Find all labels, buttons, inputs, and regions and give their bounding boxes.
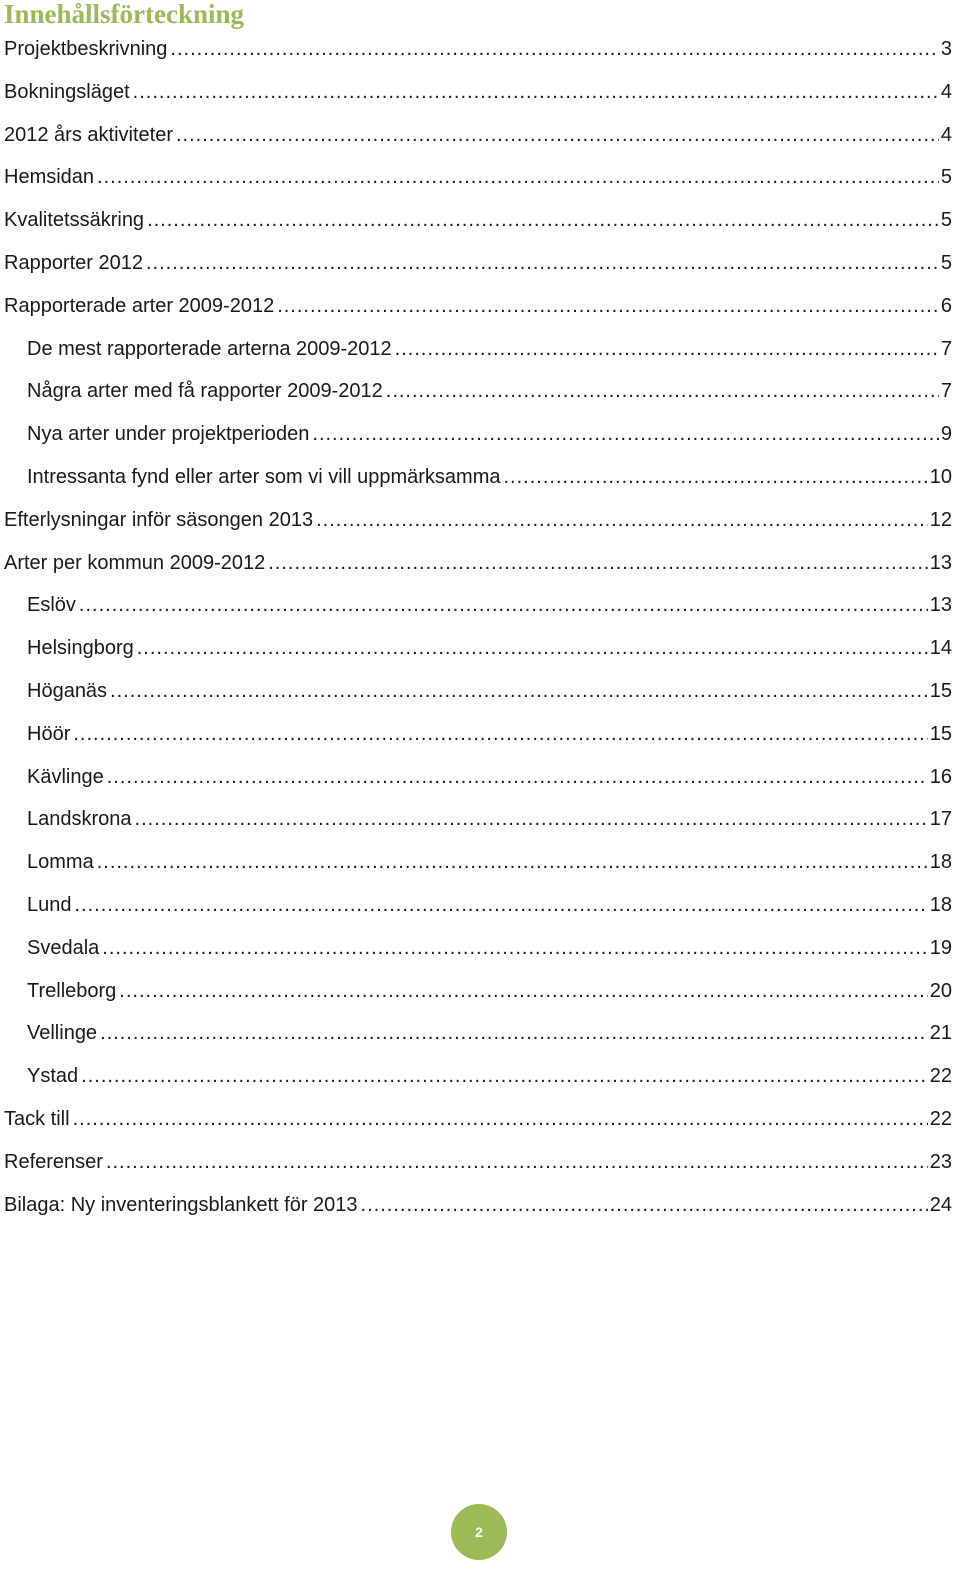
dot-leader xyxy=(316,499,928,542)
toc-entry-page: 22 xyxy=(929,1107,952,1130)
page-number-badge: 2 xyxy=(451,1504,507,1560)
toc-entry-title: Svedala xyxy=(27,936,100,959)
toc-entry-page: 13 xyxy=(929,551,952,574)
dot-leader xyxy=(75,884,928,927)
toc-entry[interactable] xyxy=(0,1055,960,1098)
toc-entry[interactable] xyxy=(0,970,960,1013)
dot-leader xyxy=(106,1141,928,1184)
toc-entry-page: 7 xyxy=(940,337,952,360)
toc-entry[interactable] xyxy=(0,670,960,713)
dot-leader xyxy=(73,713,927,756)
toc-entry-title: Bokningsläget xyxy=(4,80,130,103)
toc-entry-page: 13 xyxy=(929,594,952,617)
toc-entry[interactable] xyxy=(0,713,960,756)
toc-entry[interactable] xyxy=(0,242,960,285)
toc-entry[interactable] xyxy=(0,370,960,413)
toc-entry[interactable] xyxy=(0,71,960,114)
dot-leader xyxy=(133,71,939,114)
toc-entry[interactable] xyxy=(0,114,960,157)
toc-entry-title: Efterlysningar inför säsongen 2013 xyxy=(4,508,314,531)
toc-entry-page: 15 xyxy=(929,679,952,702)
toc-entry-title: Höganäs xyxy=(27,679,108,702)
dot-leader xyxy=(386,370,939,413)
dot-leader xyxy=(135,798,928,841)
toc-entry-title: 2012 års aktiviteter xyxy=(4,123,173,146)
dot-leader xyxy=(100,1012,928,1055)
toc-entry-title: Projektbeskrivning xyxy=(4,38,168,60)
toc-entry[interactable] xyxy=(0,199,960,242)
toc-entry-page: 19 xyxy=(929,936,952,959)
toc-entry[interactable] xyxy=(0,1184,960,1227)
dot-leader xyxy=(97,841,928,884)
toc-entry-title: Tack till xyxy=(4,1107,70,1130)
toc-entry[interactable] xyxy=(0,584,960,627)
toc-entry[interactable] xyxy=(0,927,960,970)
toc-entry-title: Landskrona xyxy=(27,808,132,831)
toc-entry-page: 4 xyxy=(940,123,952,146)
dot-leader xyxy=(504,456,928,499)
toc-entry-page: 18 xyxy=(929,851,952,874)
toc-title: Innehållsförteckning xyxy=(4,0,245,29)
toc-entry-title: Trelleborg xyxy=(27,979,117,1002)
dot-leader xyxy=(110,670,928,713)
toc-entry[interactable] xyxy=(0,413,960,456)
toc-entry-title: Vellinge xyxy=(27,1022,98,1045)
toc-entry-title: Höör xyxy=(27,722,71,745)
toc-entry-title: Bilaga: Ny inventeringsblankett för 2013 xyxy=(4,1193,358,1216)
toc-entry-title: Rapporter 2012 xyxy=(4,251,143,274)
toc-entry-title: Rapporterade arter 2009-2012 xyxy=(4,294,275,317)
dot-leader xyxy=(312,413,938,456)
dot-leader xyxy=(147,199,939,242)
dot-leader xyxy=(73,1098,928,1141)
dot-leader xyxy=(102,927,927,970)
toc-entry-title: Lund xyxy=(27,893,72,916)
dot-leader xyxy=(277,285,939,328)
toc-entry-page: 9 xyxy=(940,423,952,446)
toc-entry-page: 18 xyxy=(929,893,952,916)
toc-entry-title: Kävlinge xyxy=(27,765,104,788)
dot-leader xyxy=(268,542,928,585)
toc-entry-title: Lomma xyxy=(27,851,94,874)
toc-entry-page: 23 xyxy=(929,1150,952,1173)
toc-entry[interactable] xyxy=(0,328,960,371)
toc-entry-page: 6 xyxy=(940,294,952,317)
toc-entry-title: Helsingborg xyxy=(27,637,134,660)
toc-entry-page: 5 xyxy=(940,251,952,274)
dot-leader xyxy=(395,328,939,371)
toc-entry[interactable] xyxy=(0,627,960,670)
toc-entry-page: 21 xyxy=(929,1022,952,1045)
dot-leader xyxy=(146,242,939,285)
toc-entry[interactable] xyxy=(0,156,960,199)
toc-entry-title: Referenser xyxy=(4,1150,103,1173)
toc-entry-page: 16 xyxy=(929,765,952,788)
dot-leader xyxy=(119,970,927,1013)
toc-entry-page: 10 xyxy=(929,465,952,488)
toc-entry-title: Hemsidan xyxy=(4,166,95,189)
toc-entry-title: Ystad xyxy=(27,1065,79,1088)
toc-entry[interactable] xyxy=(0,884,960,927)
dot-leader xyxy=(170,28,938,71)
toc-entry-page: 5 xyxy=(940,209,952,232)
toc-entry-title: Kvalitetssäkring xyxy=(4,209,145,232)
toc-entry-title: Några arter med få rapporter 2009-2012 xyxy=(27,380,383,403)
toc-entry-page: 15 xyxy=(929,722,952,745)
toc-entry-title: Nya arter under projektperioden xyxy=(27,423,310,446)
dot-leader xyxy=(176,114,939,157)
toc-entry[interactable] xyxy=(0,499,960,542)
dot-leader xyxy=(137,627,928,670)
toc-entry[interactable] xyxy=(0,798,960,841)
dot-leader xyxy=(97,156,939,199)
toc-entry-title: De mest rapporterade arterna 2009-2012 xyxy=(27,337,392,360)
toc-entry[interactable] xyxy=(0,28,960,71)
toc-entry[interactable] xyxy=(0,1012,960,1055)
dot-leader xyxy=(81,1055,928,1098)
toc-entry-page: 3 xyxy=(940,38,952,60)
toc-entry[interactable] xyxy=(0,1141,960,1184)
toc-entry-title: Arter per kommun 2009-2012 xyxy=(4,551,266,574)
toc-entry[interactable] xyxy=(0,542,960,585)
toc-entry-page: 22 xyxy=(929,1065,952,1088)
toc-entry-page: 7 xyxy=(940,380,952,403)
dot-leader xyxy=(107,756,928,799)
toc-entry-page: 20 xyxy=(929,979,952,1002)
toc-entry-page: 12 xyxy=(929,508,952,531)
toc-list xyxy=(0,28,960,1226)
toc-entry-title: Intressanta fynd eller arter som vi vill uppmärksamma xyxy=(27,465,501,488)
toc-entry-page: 4 xyxy=(940,80,952,103)
toc-entry-page: 17 xyxy=(929,808,952,831)
toc-entry-title: Eslöv xyxy=(27,594,76,617)
toc-entry[interactable] xyxy=(0,1098,960,1141)
toc-entry[interactable] xyxy=(0,285,960,328)
toc-entry[interactable] xyxy=(0,756,960,799)
toc-entry[interactable] xyxy=(0,841,960,884)
toc-entry-page: 24 xyxy=(929,1193,952,1216)
dot-leader xyxy=(361,1184,928,1227)
toc-entry-page: 14 xyxy=(929,637,952,660)
toc-entry[interactable] xyxy=(0,456,960,499)
dot-leader xyxy=(79,584,928,627)
toc-entry-page: 5 xyxy=(940,166,952,189)
